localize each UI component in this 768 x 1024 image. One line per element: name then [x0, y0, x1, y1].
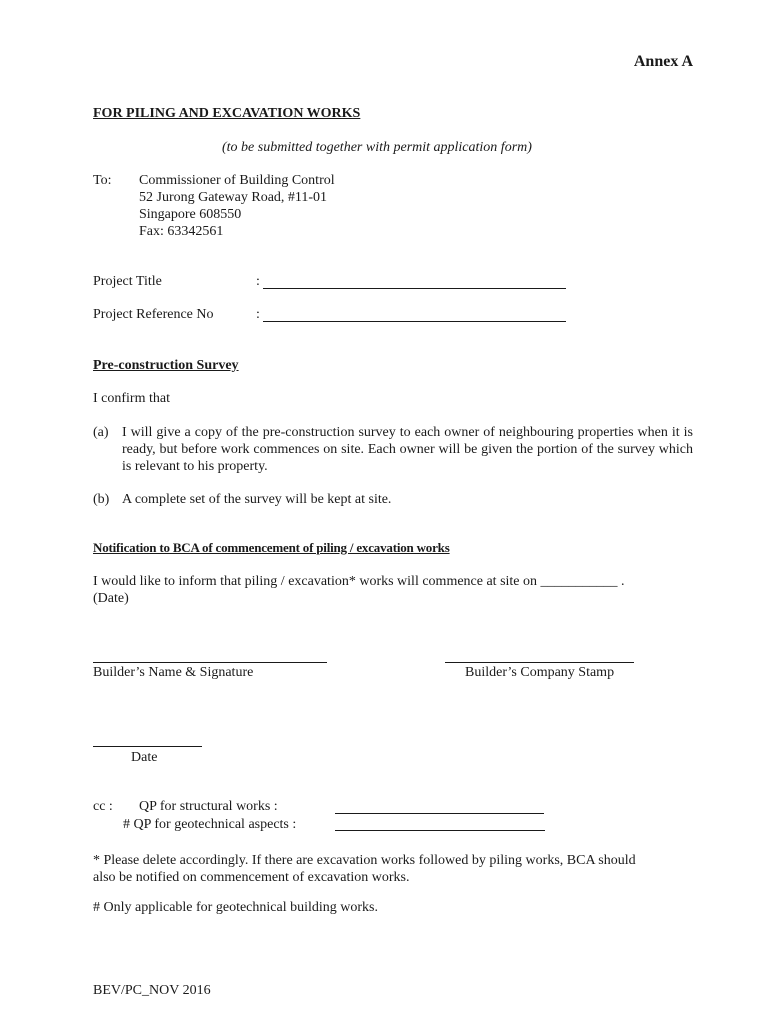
inform-text: I would like to inform that piling / excavation* works will commence at site on ___________ . — [93, 574, 625, 589]
to-label: To: — [93, 173, 112, 188]
project-title-field[interactable] — [263, 288, 566, 289]
geotech-note: # Only applicable for geotechnical building works. — [93, 900, 378, 915]
project-title-label: Project Title — [93, 274, 162, 289]
builder-name-label: Builder’s Name & Signature — [93, 665, 254, 680]
item-a-text: I will give a copy of the pre-construction survey to each owner of neighbouring properties when it is ready, but before work commences on site. Each owner will be given the portion of the survey which is relevant to his property. — [122, 425, 693, 474]
notification-heading: Notification to BCA of commencement of piling / excavation works — [93, 540, 450, 555]
form-heading: FOR PILING AND EXCAVATION WORKS — [93, 106, 361, 121]
company-stamp-label: Builder’s Company Stamp — [465, 665, 615, 680]
form-subheading: (to be submitted together with permit application form) — [222, 140, 532, 155]
cc-label: cc : — [93, 799, 113, 814]
confirm-text: I confirm that — [93, 391, 170, 406]
delete-note: * Please delete accordingly. If there are excavation works followed by piling works, BCA should also be notified on commencement of excavation works. — [93, 853, 636, 885]
address-line: Commissioner of Building Control — [139, 173, 335, 188]
footer-code: BEV/PC_NOV 2016 — [93, 983, 211, 998]
project-ref-field[interactable] — [263, 321, 566, 322]
project-ref-colon: : — [256, 307, 260, 322]
qp-structural-label: QP for structural works : — [139, 799, 278, 814]
address-line: 52 Jurong Gateway Road, #11-01 — [139, 190, 328, 205]
item-b-marker: (b) — [93, 492, 110, 507]
item-b-text: A complete set of the survey will be kept at site. — [122, 492, 392, 507]
project-ref-label: Project Reference No — [93, 307, 214, 322]
qp-geotechnical-field[interactable] — [335, 830, 545, 831]
project-title-colon: : — [256, 274, 260, 289]
qp-structural-field[interactable] — [335, 813, 544, 814]
annex-label: Annex A — [633, 53, 693, 70]
address-line: Fax: 63342561 — [139, 224, 224, 239]
address-line: Singapore 608550 — [139, 207, 242, 222]
date-signature-line[interactable] — [93, 746, 202, 747]
qp-geotechnical-label: # QP for geotechnical aspects : — [123, 817, 297, 832]
item-a-marker: (a) — [93, 425, 109, 440]
date-label: (Date) — [93, 591, 129, 606]
signature-date-label: Date — [131, 750, 158, 765]
builder-signature-line[interactable] — [93, 662, 327, 663]
company-stamp-line[interactable] — [445, 662, 634, 663]
survey-heading: Pre-construction Survey — [93, 358, 239, 373]
